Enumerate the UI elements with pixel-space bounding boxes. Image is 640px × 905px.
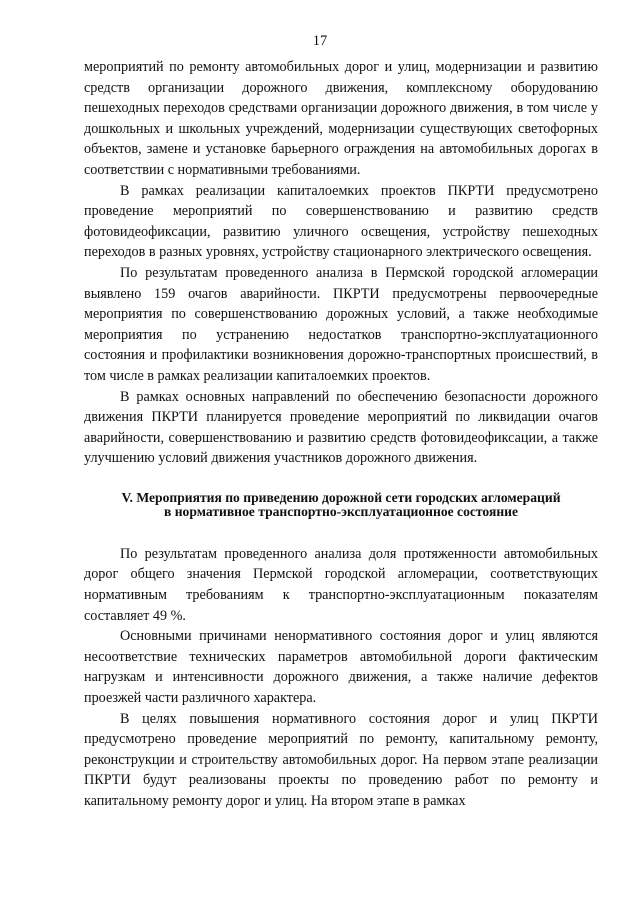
section-heading-line1: V. Мероприятия по приведению дорожной сети городских агломераций [121,489,561,505]
paragraph-accident-analysis: По результатам проведенного анализа в Пермской городской агломерации выявлено 159 очагов аварийности. ПКРТИ предусмотрены первоочередные мероприятия по совершенствованию дорожных условий, а также необходимые мероприятия по устранению недостатков транспортно-эксплуатационного состояния и профилактики возникновения дорожно-транспортных происшествий, в том числе в рамках реализации капиталоемких проектов. [84,264,598,384]
paragraph-capital-projects: В рамках реализации капиталоемких проектов ПКРТИ предусмотрено проведение мероприятий по совершенствованию и развитию средств фотовидеофиксации, развитию уличного освещения, устройству пешеходных переходов в разных уровнях, устройству стационарного электрического освещения. [84,182,598,261]
page-content [84,57,598,812]
paragraph-road-safety: В рамках основных направлений по обеспечению безопасности дорожного движения ПКРТИ планируется проведение мероприятий по ликвидации очагов аварийности, совершенствованию и развитию средств фотовидеофиксации, а также улучшению условий движения участников дорожного движения. [84,388,598,467]
paragraph-continued: мероприятий по ремонту автомобильных дорог и улиц, модернизации и развитию средств организации дорожного движения, комплексному оборудованию пешеходных переходов средствами организации дорожного движения, в том числе у дошкольных и школьных учреждений, модернизации существующих светофорных объектов, замене и установке барьерного ограждения на автомобильных дорогах в соответствии с нормативными требованиями. [84,59,598,178]
paragraph-road-share: По результатам проведенного анализа доля протяженности автомобильных дорог общего значения Пермской городской агломерации, соответствующих нормативным требованиям к транспортно-эксплуатационным показателям составляет 49 %. [84,545,598,624]
section-heading-line2: в нормативное транспортно-эксплуатационное состояние [163,504,519,520]
paragraph-causes: Основными причинами ненормативного состояния дорог и улиц являются несоответствие технических параметров автомобильной дороги фактическим нагрузкам и интенсивности дорожного движения, а также наличие дефектов проезжей части различного характера. [84,628,598,707]
page-number: 17 [312,33,328,49]
paragraph-measures: В целях повышения нормативного состояния дорог и улиц ПКРТИ предусмотрено проведение мероприятий по ремонту, капитальному ремонту, реконструкции и строительству автомобильных дорог. На первом этапе реализации ПКРТИ будут реализованы проекты по проведению работ по ремонту и капитальному ремонту дорог и улиц. На втором этапе в рамках [84,710,598,809]
section-heading [84,491,598,520]
